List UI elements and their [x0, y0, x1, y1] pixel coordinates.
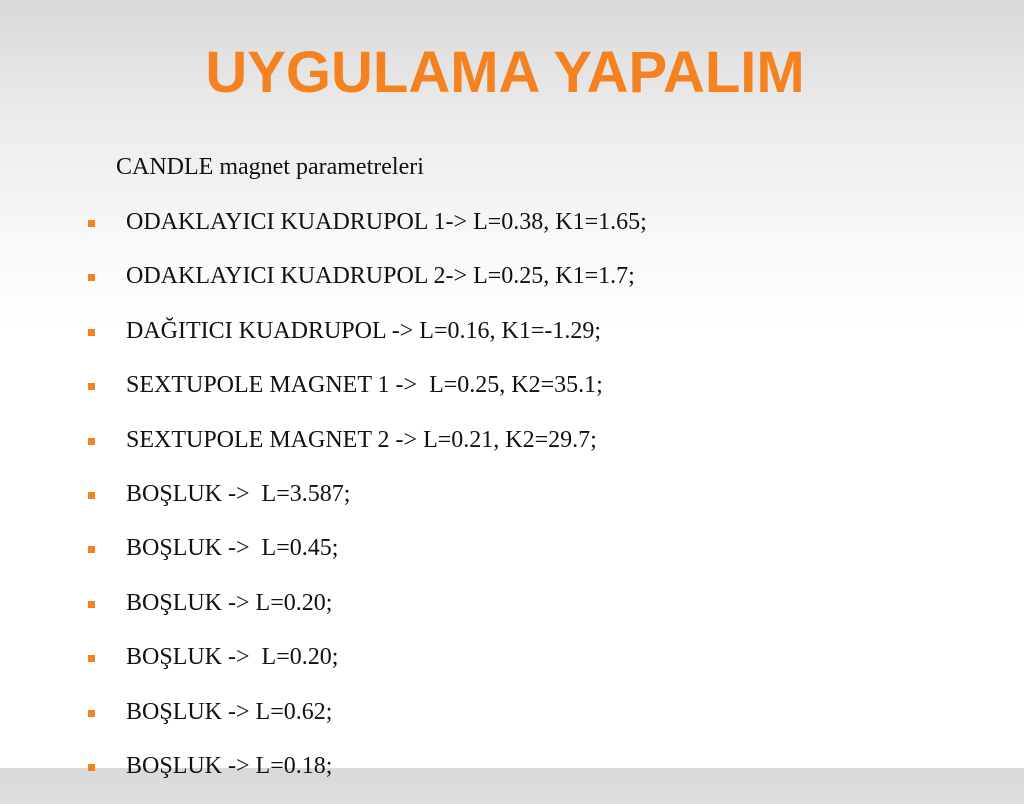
- list-item: [0, 478, 1024, 532]
- list-item: [0, 260, 1024, 314]
- list-item: [0, 641, 1024, 695]
- list-item: [0, 587, 1024, 641]
- list-item-text: BOŞLUK -> L=0.20;: [126, 589, 333, 616]
- bullet-square-icon: [88, 383, 95, 390]
- bullet-list: [0, 206, 1024, 804]
- list-item-text: BOŞLUK -> L=0.18;: [126, 752, 333, 779]
- bullet-square-icon: [88, 274, 95, 281]
- list-item: [0, 532, 1024, 586]
- bullet-square-icon: [88, 220, 95, 227]
- bullet-square-icon: [88, 438, 95, 445]
- list-item-text: BOŞLUK -> L=0.20;: [126, 644, 339, 671]
- bullet-square-icon: [88, 546, 95, 553]
- list-item-text: DAĞITICI KUADRUPOL -> L=0.16, K1=-1.29;: [126, 317, 602, 344]
- bullet-square-icon: [88, 601, 95, 608]
- list-item: [0, 315, 1024, 369]
- list-item-text: SEXTUPOLE MAGNET 2 -> L=0.21, K2=29.7;: [126, 426, 597, 453]
- list-item-text: ODAKLAYICI KUADRUPOL 2-> L=0.25, K1=1.7;: [126, 263, 635, 290]
- bullet-square-icon: [88, 492, 95, 499]
- bullet-square-icon: [88, 655, 95, 662]
- list-item-text: BOŞLUK -> L=0.62;: [126, 698, 333, 725]
- list-item-text: SEXTUPOLE MAGNET 1 -> L=0.25, K2=35.1;: [126, 372, 603, 399]
- list-item: [0, 369, 1024, 423]
- slide-subtitle: CANDLE magnet parametreleri: [116, 154, 424, 180]
- list-item-text: BOŞLUK -> L=3.587;: [126, 480, 351, 507]
- bullet-square-icon: [88, 764, 95, 771]
- slide-title: UYGULAMA YAPALIM: [205, 40, 805, 105]
- list-item: [0, 206, 1024, 260]
- list-item-text: BOŞLUK -> L=0.45;: [126, 535, 339, 562]
- list-item: [0, 750, 1024, 804]
- list-item-text: ODAKLAYICI KUADRUPOL 1-> L=0.38, K1=1.65;: [126, 209, 647, 235]
- bullet-square-icon: [88, 710, 95, 717]
- list-item: [0, 696, 1024, 750]
- list-item: [0, 424, 1024, 478]
- bullet-square-icon: [88, 329, 95, 336]
